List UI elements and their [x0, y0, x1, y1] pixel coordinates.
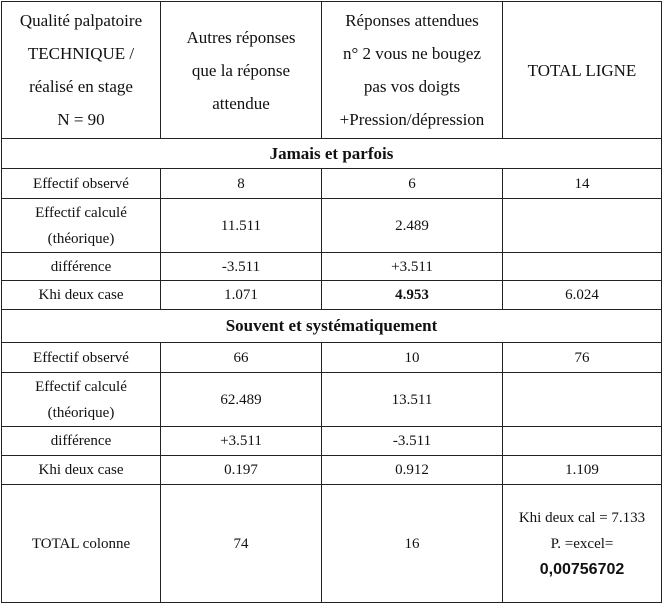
table-cell [503, 373, 662, 427]
header-line: pas vos doigts [363, 77, 461, 96]
section-row [2, 139, 662, 169]
row-label: Khi deux case [2, 456, 161, 485]
table-row [2, 343, 662, 373]
row-label-line: (théorique) [47, 230, 115, 247]
header-line: TECHNIQUE / [27, 44, 135, 63]
row-label: Effectif observé [2, 343, 161, 373]
table-cell: 6 [322, 169, 503, 199]
table-row [2, 427, 662, 456]
p-value-label: P. =excel= [550, 535, 614, 552]
table-cell: 11.511 [161, 199, 322, 253]
table-cell: 4.953 [322, 281, 503, 310]
table-cell: 76 [503, 343, 662, 373]
header-line: réalisé en stage [29, 77, 133, 96]
section-row [2, 310, 662, 343]
row-label: différence [2, 427, 161, 456]
header-line: N = 90 [57, 110, 105, 129]
row-label: différence [2, 253, 161, 281]
header-cell-total-line: TOTAL LIGNE [503, 2, 662, 139]
section-title: Souvent et systématiquement [2, 310, 662, 343]
table-cell: 0.912 [322, 456, 503, 485]
table-cell: 14 [503, 169, 662, 199]
header-line: n° 2 vous ne bougez [342, 44, 482, 63]
header-cell-expected-answers [322, 2, 503, 139]
table-cell: -3.511 [322, 427, 503, 456]
table-cell: -3.511 [161, 253, 322, 281]
header-line: +Pression/dépression [339, 110, 485, 129]
row-label-line: (théorique) [47, 404, 115, 421]
table-cell: 1.071 [161, 281, 322, 310]
header-line: attendue [212, 93, 270, 113]
row-label [2, 373, 161, 427]
row-label-line: Effectif calculé [35, 204, 127, 221]
table-cell: 0.197 [161, 456, 322, 485]
table-cell [503, 427, 662, 456]
table-cell [503, 253, 662, 281]
table-cell: 2.489 [322, 199, 503, 253]
header-line: Qualité palpatoire [19, 11, 143, 30]
table-cell: 8 [161, 169, 322, 199]
total-row [2, 485, 662, 603]
header-line: que la réponse [191, 60, 291, 80]
chi-square-table [1, 1, 662, 603]
table-cell: 66 [161, 343, 322, 373]
table-cell: 62.489 [161, 373, 322, 427]
row-label: TOTAL colonne [2, 485, 161, 603]
section-title: Jamais et parfois [2, 139, 662, 169]
header-cell-other-answers [161, 2, 322, 139]
row-label: Effectif observé [2, 169, 161, 199]
header-line: Autres réponses [186, 27, 296, 47]
chi-square-result-cell [503, 485, 662, 603]
header-cell-quality [2, 2, 161, 139]
header-line: Réponses attendues [345, 11, 479, 30]
header-row [2, 2, 662, 139]
table-row [2, 199, 662, 253]
table-row [2, 169, 662, 199]
table-row [2, 373, 662, 427]
row-label: Khi deux case [2, 281, 161, 310]
table-cell: 10 [322, 343, 503, 373]
table-row [2, 281, 662, 310]
table-cell: 16 [322, 485, 503, 603]
table-cell: 6.024 [503, 281, 662, 310]
row-label-line: Effectif calculé [35, 378, 127, 395]
table-row [2, 456, 662, 485]
table-cell: 1.109 [503, 456, 662, 485]
row-label [2, 199, 161, 253]
table-cell: 74 [161, 485, 322, 603]
table-row [2, 253, 662, 281]
table-cell: +3.511 [322, 253, 503, 281]
table-cell: 13.511 [322, 373, 503, 427]
table-cell: +3.511 [161, 427, 322, 456]
p-value: 0,00756702 [539, 560, 625, 578]
chi-square-value: Khi deux cal = 7.133 [518, 509, 646, 526]
table-cell [503, 199, 662, 253]
